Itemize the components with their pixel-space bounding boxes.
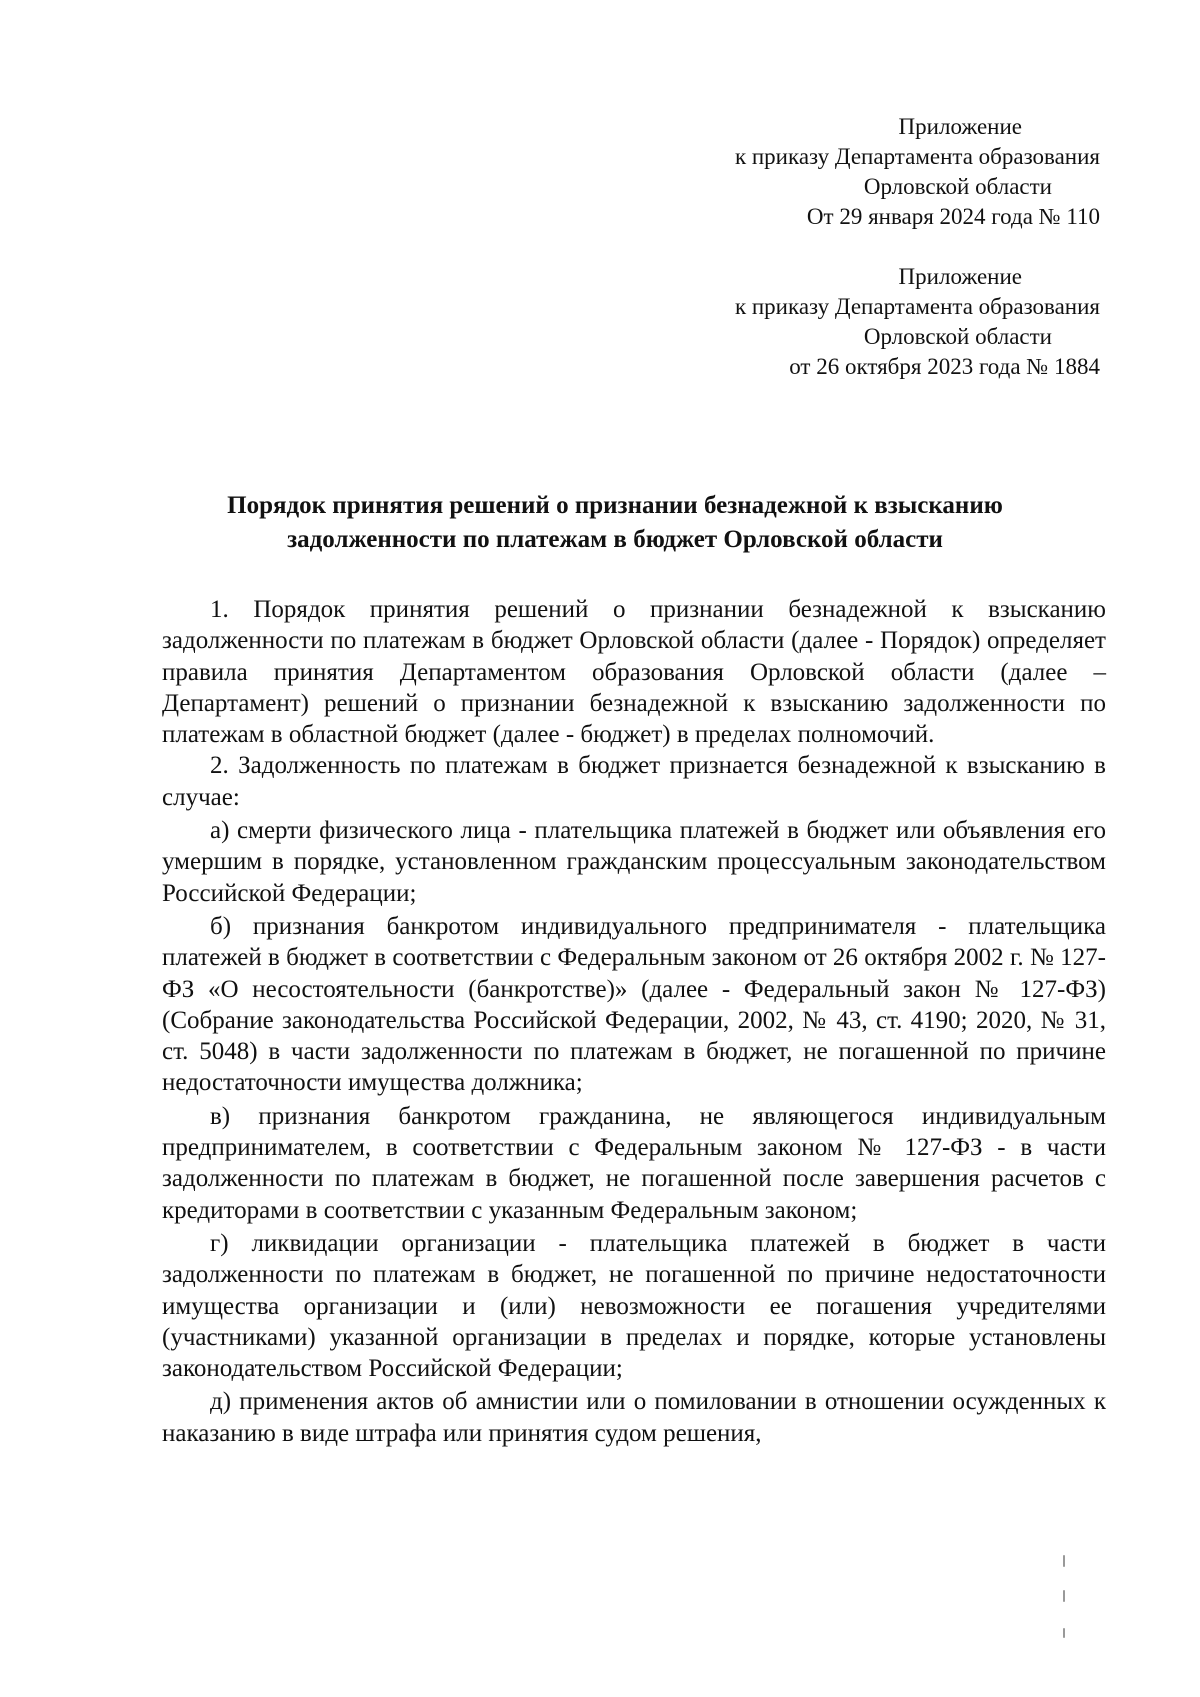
subparagraph-a: а) смерти физического лица - плательщика платежей в бюджет или объявления его умершим в порядке, установленном гражданским процессуальным законодательством Российской Федерации; <box>162 817 1106 907</box>
paragraph-1: 1. Порядок принятия решений о признании безнадежной к взысканию задолженности по платежам в бюджет Орловской области (далее - Порядок) определяет правила принятия Департаментом образования Орловской области (далее – Департамент) решений о признании безнадежной к взысканию задолженности по платежам в областной бюджет (далее - бюджет) в пределах полномочий. <box>162 596 1106 749</box>
appendix-header-current <box>620 112 1100 232</box>
appendix-date-number: От 29 января 2024 года № 110 <box>806 204 1100 229</box>
document-title-line-2: задолженности по платежам в бюджет Орловской области <box>287 526 943 553</box>
appendix-region: Орловской области <box>863 324 1052 349</box>
appendix-label: Приложение <box>898 114 1022 139</box>
appendix-order-reference: к приказу Департамента образования <box>734 294 1100 319</box>
document-body <box>162 594 1106 1449</box>
appendix-label: Приложение <box>898 264 1022 289</box>
subparagraph-v: в) признания банкротом гражданина, не являющегося индивидуальным предпринимателем, в соответствии с Федеральным законом № 127-ФЗ - в части задолженности по платежам в бюджет, не погашенной после завершения расчетов с кредиторами в соответствии с указанным Федеральным законом; <box>162 1102 1106 1224</box>
appendix-order-reference: к приказу Департамента образования <box>734 144 1100 169</box>
subparagraph-b: б) признания банкротом индивидуального предпринимателя - плательщика платежей в бюджет в соответствии с Федеральным законом от 26 октября 2002 г. № 127-ФЗ «О несостоятельности (банкротстве)» (далее - Федеральный закон № 127-ФЗ) (Собрание законодательства Российской Федерации, 2002, № 43, ст. 4190; 2020, № 31, ст. 5048) в части задолженности по платежам в бюджет, не погашенной по причине недостаточности имущества должника; <box>162 912 1106 1097</box>
scan-artifact <box>1063 1590 1065 1602</box>
appendix-region: Орловской области <box>863 174 1052 199</box>
subparagraph-d: д) применения актов об амнистии или о помиловании в отношении осужденных к наказанию в виде штрафа или принятия судом решения, <box>162 1388 1106 1447</box>
scan-artifact <box>1063 1628 1065 1638</box>
document-title-line-1: Порядок принятия решений о признании безнадежной к взысканию <box>227 492 1003 519</box>
scan-artifact <box>1063 1555 1065 1567</box>
document-title <box>150 489 1080 557</box>
paragraph-2: 2. Задолженность по платежам в бюджет признается безнадежной к взысканию в случае: <box>162 752 1106 811</box>
appendix-date-number: от 26 октября 2023 года № 1884 <box>789 354 1100 379</box>
subparagraph-g: г) ликвидации организации - плательщика платежей в бюджет в части задолженности по платежам в бюджет, не погашенной по причине недостаточности имущества организации и (или) невозможности ее погашения учредителями (участниками) указанной организации в пределах и порядке, которые установлены законодательством Российской Федерации; <box>162 1229 1106 1383</box>
appendix-header-previous <box>620 262 1100 382</box>
